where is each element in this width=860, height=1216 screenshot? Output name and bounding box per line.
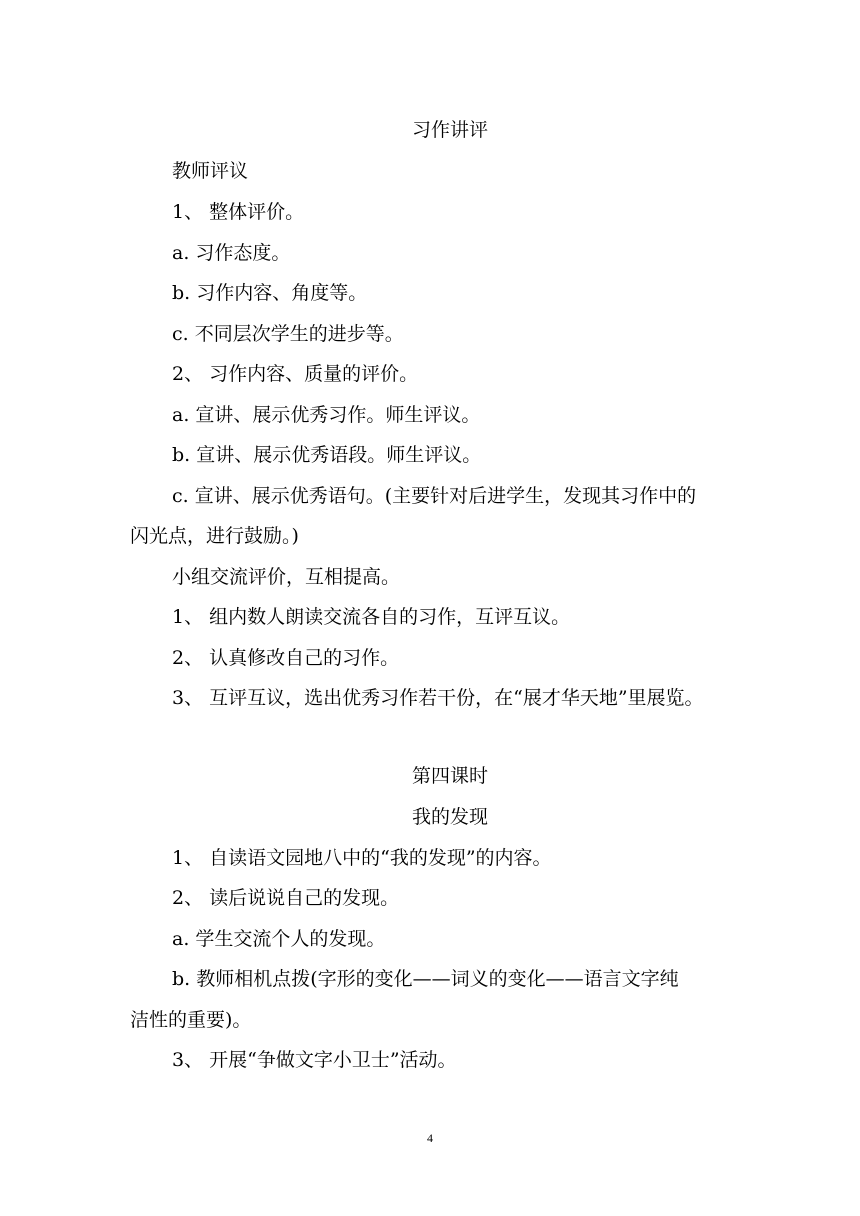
paragraph-line: 洁性的重要)。 — [130, 1009, 252, 1031]
paragraph-line: 1、 整体评价。 — [172, 201, 305, 223]
paragraph-line: a. 学生交流个人的发现。 — [172, 928, 386, 950]
paragraph-line: a. 习作态度。 — [172, 242, 291, 264]
lesson-subtitle: 我的发现 — [411, 806, 488, 828]
paragraph-line: b. 教师相机点拨(字形的变化——词义的变化——语言文字纯 — [172, 968, 679, 990]
paragraph-line: c. 不同层次学生的进步等。 — [172, 323, 404, 345]
paragraph-line: b. 习作内容、角度等。 — [172, 282, 368, 304]
lesson-title: 第四课时 — [411, 765, 488, 787]
page-number: 4 — [427, 1131, 433, 1145]
paragraph-line: 闪光点，进行鼓励。) — [130, 525, 299, 547]
section-title: 习作讲评 — [411, 119, 488, 141]
paragraph-line: 2、 读后说说自己的发现。 — [172, 887, 400, 909]
paragraph-line: c. 宣讲、展示优秀语句。(主要针对后进学生，发现其习作中的 — [172, 485, 697, 507]
paragraph-line: 小组交流评价，互相提高。 — [172, 566, 401, 588]
paragraph-line: 2、 习作内容、质量的评价。 — [172, 363, 419, 385]
paragraph-line: b. 宣讲、展示优秀语段。师生评议。 — [172, 444, 482, 466]
paragraph-line: 1、 组内数人朗读交流各自的习作，互评互议。 — [172, 606, 571, 628]
paragraph-line: 教师评议 — [172, 160, 249, 182]
paragraph-line: 2、 认真修改自己的习作。 — [172, 647, 400, 669]
paragraph-line: 3、 开展“争做文字小卫士”活动。 — [172, 1049, 457, 1071]
paragraph-line: 1、 自读语文园地八中的“我的发现”的内容。 — [172, 847, 552, 869]
paragraph-line: 3、 互评互议，选出优秀习作若干份，在“展才华天地”里展览。 — [172, 687, 704, 709]
paragraph-line: a. 宣讲、展示优秀习作。师生评议。 — [172, 404, 481, 426]
